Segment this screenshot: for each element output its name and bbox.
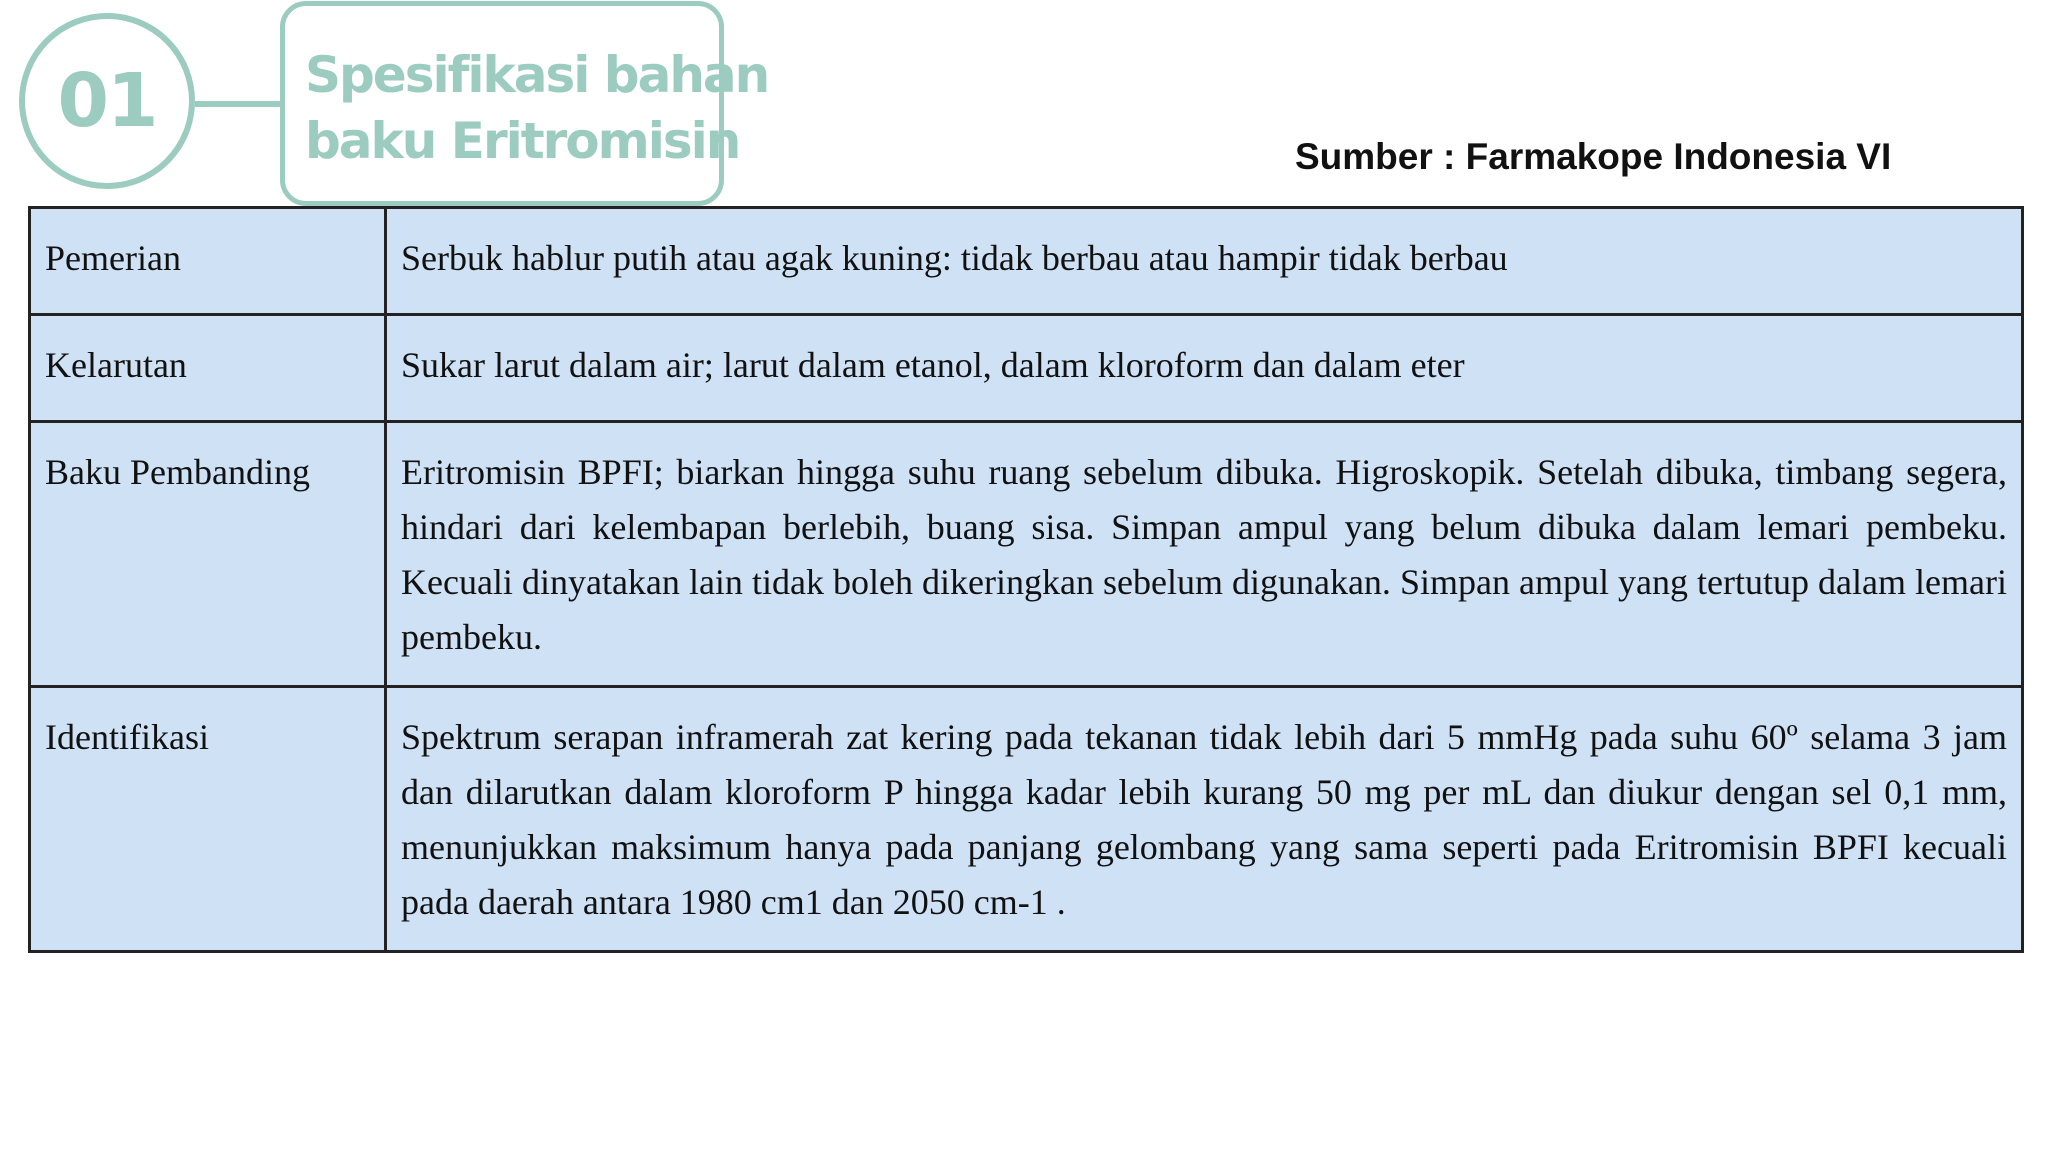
source-citation: Sumber : Farmakope Indonesia VI bbox=[1295, 136, 1892, 177]
section-number: 01 bbox=[57, 58, 157, 144]
badge-connector-line bbox=[195, 101, 281, 107]
row-label-kelarutan: Kelarutan bbox=[30, 315, 386, 422]
table-row bbox=[30, 687, 2023, 952]
row-value-identifikasi: Spektrum serapan inframerah zat kering pada tekanan tidak lebih dari 5 mmHg pada suhu 60º selama 3 jam dan dilarutkan dalam kloroform P hingga kadar lebih kurang 50 mg per mL dan diukur dengan sel 0,1 mm, menunjukkan maksimum hanya pada panjang gelombang yang sama seperti pada Eritromisin BPFI kecuali pada daerah antara 1980 cm1 dan 2050 cm-1 . bbox=[386, 687, 2023, 952]
table-row bbox=[30, 422, 2023, 687]
row-value-kelarutan: Sukar larut dalam air; larut dalam etanol, dalam kloroform dan dalam eter bbox=[386, 315, 2023, 422]
row-label-baku-pembanding: Baku Pembanding bbox=[30, 422, 386, 687]
row-value-pemerian: Serbuk hablur putih atau agak kuning: tidak berbau atau hampir tidak berbau bbox=[386, 208, 2023, 315]
section-title-line-2: baku Eritromisin bbox=[305, 112, 740, 170]
section-number-badge bbox=[19, 13, 195, 189]
specification-table bbox=[28, 206, 2024, 953]
section-title-line-1: Spesifikasi bahan bbox=[305, 46, 769, 104]
row-label-pemerian: Pemerian bbox=[30, 208, 386, 315]
row-value-baku-pembanding: Eritromisin BPFI; biarkan hingga suhu ruang sebelum dibuka. Higroskopik. Setelah dibuka, timbang segera, hindari dari kelembapan berlebih, buang sisa. Simpan ampul yang belum dibuka dalam lemari pembeku. Kecuali dinyatakan lain tidak boleh dikeringkan sebelum digunakan. Simpan ampul yang tertutup dalam lemari pembeku. bbox=[386, 422, 2023, 687]
section-title-box bbox=[280, 1, 769, 206]
row-label-identifikasi: Identifikasi bbox=[30, 687, 386, 952]
table-row bbox=[30, 315, 2023, 422]
table-row bbox=[30, 208, 2023, 315]
